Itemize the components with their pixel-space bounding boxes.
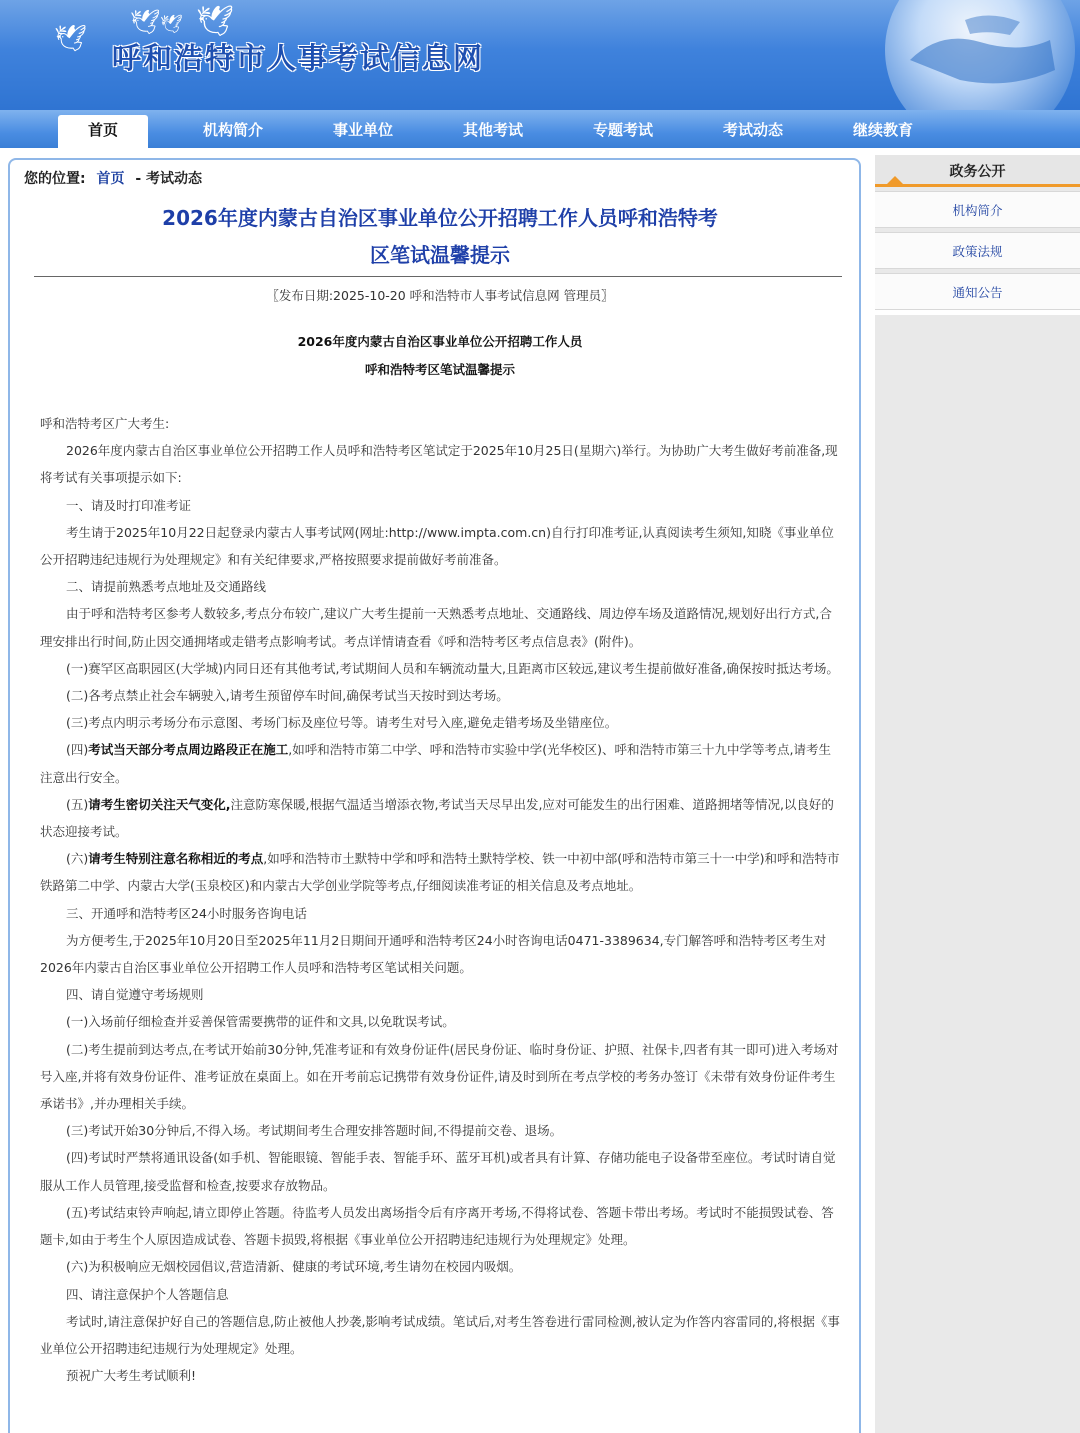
divider bbox=[34, 276, 842, 277]
sidebar-heading-label: 政务公开 bbox=[949, 164, 1006, 180]
sidebar-heading bbox=[875, 155, 1080, 187]
section-heading: 二、请提前熟悉考点地址及交通路线 bbox=[66, 579, 267, 595]
paragraph: (四)考试时严禁将通讯设备(如手机、智能眼镜、智能手表、智能手环、蓝牙耳机)或者具有计算、存储功能电子设备带至座位。考试时请自觉服从工作人员管理,接受监督和检查,按要求存放物品。 bbox=[40, 1150, 836, 1193]
content-panel bbox=[8, 158, 861, 1433]
article-title-line: 2026年度内蒙古自治区事业单位公开招聘工作人员呼和浩特考 bbox=[162, 206, 718, 230]
paragraph: (二)考生提前到达考点,在考试开始前30分钟,凭准考证和有效身份证件(居民身份证、临时身份证、护照、社保卡,四者有其一即可)进入考场对号入座,并将有效身份证件、准考证放在桌面上。如在开考前忘记携带有效身份证件,请及时到所在考点学校的考务办签订《未带有效身份证件考生承诺书》,并办理相关手续。 bbox=[40, 1041, 839, 1112]
breadcrumb bbox=[24, 168, 202, 188]
paragraph: (六)为积极响应无烟校园倡议,营造清新、健康的考试环境,考生请勿在校园内吸烟。 bbox=[66, 1259, 522, 1275]
paragraph: 2026年度内蒙古自治区事业单位公开招聘工作人员呼和浩特考区笔试定于2025年10月25日(星期六)举行。为协助广大考生做好考前准备,现将考试有关事项提示如下: bbox=[40, 443, 838, 486]
bird-icon: 🕊 bbox=[130, 8, 161, 36]
nav-item-exam-news[interactable]: 考试动态 bbox=[722, 121, 783, 139]
main-nav bbox=[0, 110, 1080, 148]
sidebar-background bbox=[875, 315, 1080, 1433]
paragraph: 考生请于2025年10月22日起登录内蒙古人事考试网(网址:http://www.impta.com.cn)自行打印准考证,认真阅读考生须知,知晓《事业单位公开招聘违纪违规行为处理规定》和有关纪律要求,严格按照要求提前做好考前准备。 bbox=[40, 524, 834, 568]
sidebar-link-about[interactable]: 机构简介 bbox=[875, 191, 1080, 228]
item-label: (四) bbox=[66, 742, 89, 758]
item-label: (六) bbox=[66, 851, 89, 867]
paragraph bbox=[40, 791, 840, 845]
nav-item-public-institutions[interactable]: 事业单位 bbox=[332, 121, 393, 139]
article-title-line: 区笔试温馨提示 bbox=[370, 243, 510, 267]
breadcrumb-separator: - bbox=[135, 171, 142, 187]
site-header bbox=[0, 0, 1080, 110]
item-label: (五) bbox=[66, 796, 89, 812]
section-heading: 四、请注意保护个人答题信息 bbox=[66, 1286, 229, 1302]
paragraph: (一)入场前仔细检查并妥善保管需要携带的证件和文具,以免耽误考试。 bbox=[66, 1014, 455, 1030]
sidebar bbox=[875, 155, 1080, 314]
section-heading: 一、请及时打印准考证 bbox=[66, 497, 192, 513]
paragraph: (三)考试开始30分钟后,不得入场。考试期间考生合理安排答题时间,不得提前交卷、退场。 bbox=[66, 1123, 563, 1139]
bird-icon: 🕊 bbox=[160, 14, 183, 35]
paragraph bbox=[40, 845, 840, 899]
paragraph bbox=[40, 736, 840, 790]
nav-item-continuing-education[interactable]: 继续教育 bbox=[852, 121, 913, 139]
paragraph-text: 注意防寒保暖,根据气温适当增添衣物,考试当天尽早出发,应对可能发生的出行困难、道路拥堵等情况,以良好的状态迎接考试。 bbox=[40, 796, 834, 840]
paragraph: (二)各考点禁止社会车辆驶入,请考生预留停车时间,确保考试当天按时到达考场。 bbox=[66, 688, 509, 704]
article-subtitle: 呼和浩特考区笔试温馨提示 bbox=[364, 362, 515, 377]
closing: 预祝广大考生考试顺利! bbox=[66, 1368, 197, 1384]
sidebar-link-notices[interactable]: 通知公告 bbox=[875, 273, 1080, 310]
paragraph: (一)赛罕区高职园区(大学城)内同日还有其他考试,考试期间人员和车辆流动量大,且距离市区较远,建议考生提前做好准备,确保按时抵达考场。 bbox=[66, 660, 839, 676]
bold-text: 考试当天部分考点周边路段正在施工 bbox=[88, 742, 289, 758]
bird-icon: 🕊 bbox=[54, 24, 88, 54]
nav-item-about[interactable]: 机构简介 bbox=[202, 121, 263, 139]
article-body bbox=[40, 410, 840, 1389]
publish-meta: 〖发布日期:2025-10-20 呼和浩特市人事考试信息网 管理员〗 bbox=[266, 288, 614, 303]
paragraph: 由于呼和浩特考区参考人数较多,考点分布较广,建议广大考生提前一天熟悉考点地址、交通路线、周边停车场及道路情况,规划好出行方式,合理安排出行时间,防止因交通拥堵或走错考点影响考试。考点详情请查看《呼和浩特考区考点信息表》(附件)。 bbox=[40, 606, 832, 649]
tab-marker-icon bbox=[887, 176, 903, 184]
nav-item-special-exams[interactable]: 专题考试 bbox=[592, 121, 653, 139]
paragraph: 为方便考生,于2025年10月20日至2025年11月2日期间开通呼和浩特考区24小时咨询电话0471-3389634,专门解答呼和浩特考区考生对2026年内蒙古自治区事业单位公开招聘工作人员呼和浩特考区笔试相关问题。 bbox=[40, 932, 827, 976]
breadcrumb-home-link[interactable]: 首页 bbox=[96, 171, 125, 187]
paragraph-text: ,如呼和浩特市第二中学、呼和浩特市实验中学(光华校区)、呼和浩特市第三十九中学等考点,请考生注意出行安全。 bbox=[40, 742, 831, 785]
article-subtitle: 2026年度内蒙古自治区事业单位公开招聘工作人员 bbox=[297, 334, 583, 349]
section-heading: 三、开通呼和浩特考区24小时服务咨询电话 bbox=[66, 905, 307, 921]
paragraph-text: ,如呼和浩特市土默特中学和呼和浩特土默特学校、铁一中初中部(呼和浩特市第三十一中学)和呼和浩特市铁路第二中学、内蒙古大学(玉泉校区)和内蒙古大学创业学院等考点,仔细阅读准考证的相关信息及考点地址。 bbox=[40, 851, 840, 894]
article-title bbox=[30, 200, 850, 274]
sidebar-link-policies[interactable]: 政策法规 bbox=[875, 232, 1080, 269]
section-heading: 四、请自觉遵守考场规则 bbox=[66, 987, 204, 1003]
paragraph: 考试时,请注意保护好自己的答题信息,防止被他人抄袭,影响考试成绩。笔试后,对考生答卷进行雷同检测,被认定为作答内容雷同的,将根据《事业单位公开招聘违纪违规行为处理规定》处理。 bbox=[40, 1313, 840, 1356]
salutation: 呼和浩特考区广大考生: bbox=[40, 416, 170, 431]
globe-icon bbox=[870, 0, 1080, 110]
bold-text: 请考生特别注意名称相近的考点 bbox=[88, 851, 264, 867]
breadcrumb-current: 考试动态 bbox=[146, 171, 203, 187]
paragraph: (五)考试结束铃声响起,请立即停止答题。待监考人员发出离场指令后有序离开考场,不得将试卷、答题卡带出考场。考试时不能损毁试卷、答题卡,如由于考生个人原因造成试卷、答题卡损毁,将根据《事业单位公开招聘违纪违规行为处理规定》处理。 bbox=[40, 1204, 834, 1248]
paragraph: (三)考点内明示考场分布示意图、考场门标及座位号等。请考生对号入座,避免走错考场及坐错座位。 bbox=[66, 715, 618, 731]
nav-item-home[interactable]: 首页 bbox=[58, 115, 148, 148]
site-title: 呼和浩特市人事考试信息网 bbox=[112, 41, 485, 75]
breadcrumb-prefix: 您的位置: bbox=[24, 171, 86, 187]
bird-icon: 🕊 bbox=[196, 4, 235, 39]
bold-text: 请考生密切关注天气变化, bbox=[88, 796, 231, 812]
sidebar-links bbox=[875, 187, 1080, 310]
nav-item-other-exams[interactable]: 其他考试 bbox=[462, 121, 523, 139]
